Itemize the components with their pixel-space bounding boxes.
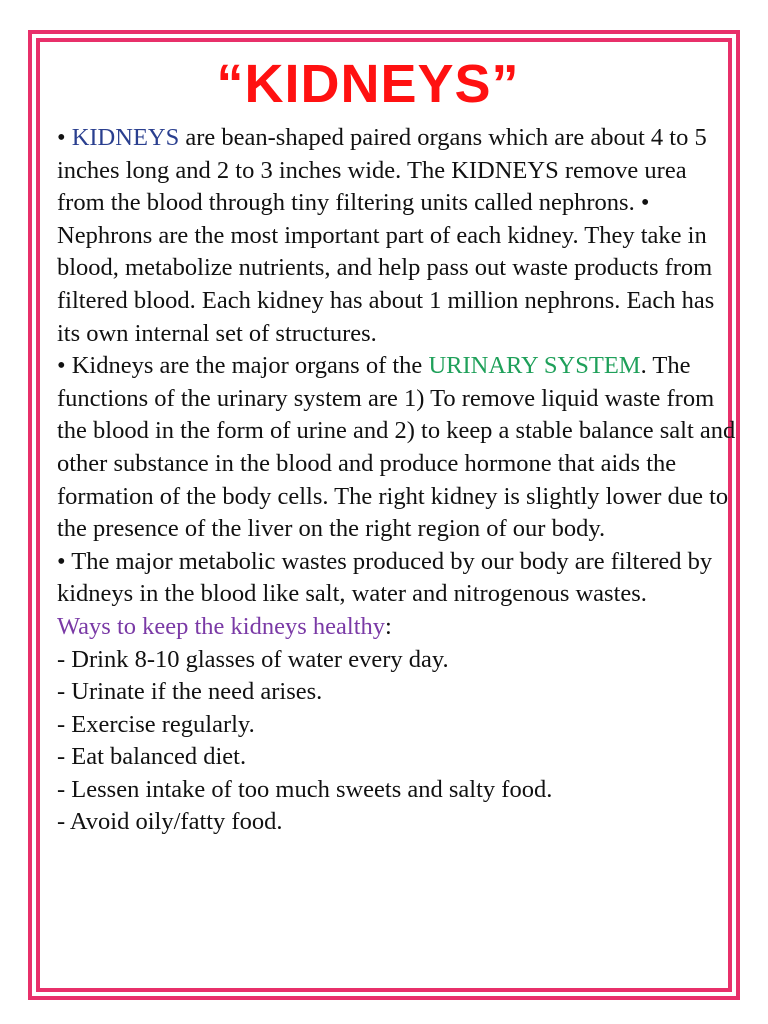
kidneys-highlight: KIDNEYS xyxy=(71,124,180,151)
paragraph-text: . The functions of the urinary system are 1) To remove liquid waste from the blood in the form of urine and 2) to keep a stable balance salt and other substance in the blood and produce hormone that aids the formation of the body cells. The right kidney is slightly lower due to the presence of the liver on the right region of our body. xyxy=(57,352,736,543)
paragraph-text: are bean-shaped paired organs which are about 4 to 5 inches long and 2 to 3 inches wide. The KIDNEYS remove urea from the blood through tiny filtering units called nephrons. • Nephrons are the most important part of each kidney. They take in blood, metabolize nutrients, and help pass out waste products from filtered blood. Each kidney has about 1 million nephrons. Each has its own internal set of structures. xyxy=(57,124,715,347)
paragraph-urinary-system xyxy=(57,350,737,546)
urinary-system-highlight: URINARY SYSTEM xyxy=(428,352,641,380)
healthy-tips-list xyxy=(57,644,737,840)
bullet: • xyxy=(57,124,72,151)
page-title: “KIDNEYS” xyxy=(216,54,520,114)
list-item: - Lessen intake of too much sweets and salty food. xyxy=(57,775,553,803)
ways-heading-text: Ways to keep the kidneys healthy xyxy=(57,612,386,640)
list-item: - Avoid oily/fatty food. xyxy=(57,808,283,836)
list-item: - Drink 8-10 glasses of water every day. xyxy=(57,645,449,673)
ways-heading-colon: : xyxy=(385,612,392,640)
list-item: - Eat balanced diet. xyxy=(57,743,247,771)
list-item: - Exercise regularly. xyxy=(57,710,255,738)
paragraph-kidneys-intro xyxy=(57,122,737,350)
ways-heading xyxy=(57,611,737,644)
paragraph-lead: • Kidneys are the major organs of the xyxy=(57,352,429,380)
list-item: - Urinate if the need arises. xyxy=(57,678,323,706)
paragraph-metabolic-wastes: • The major metabolic wastes produced by our body are filtered by kidneys in the blood like salt, water and nitrogenous wastes. xyxy=(57,547,713,608)
document-body xyxy=(57,122,737,839)
